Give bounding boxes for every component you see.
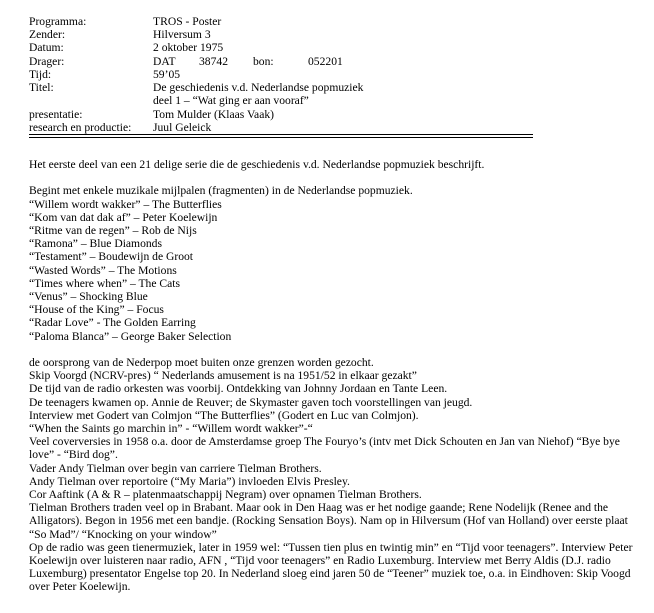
meta-label: Drager: — [29, 55, 65, 68]
song-item: “Ritme van de regen” – Rob de Nijs — [29, 224, 197, 237]
metadata-block — [29, 15, 649, 135]
meta-label: Programma: — [29, 15, 87, 28]
meta-value: TROS - Poster — [153, 15, 222, 28]
intro-paragraph: Het eerste deel van een 21 delige serie die de geschiedenis v.d. Nederlandse popmuziek beschrijft. — [29, 158, 485, 171]
body-paragraph: Skip Voorgd (NCRV-pres) “ Nederlands amusement is na 1951/52 in elkaar gezakt” — [29, 369, 417, 383]
document-body — [29, 15, 649, 594]
song-item: “Venus” – Shocking Blue — [29, 290, 148, 304]
song-list — [29, 198, 644, 343]
song-item: “Times where when” – The Cats — [29, 276, 181, 290]
song-item: “Testament” – Boudewijn de Groot — [29, 250, 194, 264]
body-paragraph: Andy Tielman over reportoire (“My Maria”) invloeden Elvis Presley. — [29, 474, 350, 488]
fragments-intro: Begint met enkele muzikale mijlpalen (fragmenten) in de Nederlandse popmuziek. — [29, 184, 413, 198]
meta-label: research en productie: — [29, 121, 132, 134]
meta-value: Tom Mulder (Klaas Vaak) — [153, 108, 274, 121]
meta-value: 2 oktober 1975 — [153, 41, 224, 54]
meta-value: Hilversum 3 — [153, 28, 211, 41]
bon-value: 052201 — [308, 55, 343, 68]
description-text — [29, 158, 644, 594]
song-item: “Radar Love” - The Golden Earring — [29, 316, 196, 330]
body-paragraph: “When the Saints go marchin in” - “Willem wordt wakker”-“ — [29, 422, 313, 436]
body-paragraph: Cor Aaftink (A & R – platenmaatschappij Negram) over opnamen Tielman Brothers. — [29, 488, 422, 502]
body-paragraph: Vader Andy Tielman over begin van carriere Tielman Brothers. — [29, 461, 322, 475]
meta-value: De geschiedenis v.d. Nederlandse popmuziek — [153, 81, 364, 94]
meta-value: deel 1 – “Wat ging er aan vooraf” — [153, 94, 309, 107]
bon-label: bon: — [253, 55, 274, 68]
meta-row-titel — [29, 81, 479, 94]
body-paragraph: Op de radio was geen tienermuziek, later in 1959 wel: “Tussen tien plus en twintig min” en “Tijd voor teenagers”. Interview Peter Koelewijn over luisteren naar radio, AFN , “Tijd voor teenagers” en Radio Luxemburg. Interview met Berry Aldis (D.J. radio Luxemburg) presentator Engelse top 20. In Nederland sloeg eind jaren 50 de “Teener” muziek toe, o.a. in Eindhoven: Skip Voogd over Peter Koelewijn. — [29, 540, 633, 594]
body-paragraph: de oorsprong van de Nederpop moet buiten onze grenzen worden gezocht. — [29, 356, 374, 370]
meta-row-titel-2 — [29, 94, 479, 107]
body-paragraph: Interview met Godert van Colmjon “The Butterflies” (Godert en Luc van Colmjon). — [29, 408, 419, 422]
body-paragraph: De tijd van de radio orkesten was voorbij. Ontdekking van Johnny Jordaan en Tante Leen. — [29, 382, 448, 396]
meta-label: Datum: — [29, 41, 64, 54]
song-item: “Ramona” – Blue Diamonds — [29, 237, 162, 251]
body-paragraph: De teenagers kwamen op. Annie de Reuver; de Skymaster gaven toch voorstellingen van jeugd. — [29, 395, 473, 409]
meta-value: Juul Geleick — [153, 121, 212, 134]
meta-label: presentatie: — [29, 108, 83, 121]
meta-row-drager — [29, 55, 429, 68]
meta-label: Zender: — [29, 28, 66, 41]
paragraph-list — [29, 356, 644, 594]
song-item: “Wasted Words” – The Motions — [29, 263, 177, 277]
drager-number: 38742 — [199, 55, 228, 68]
meta-value: DAT — [153, 55, 176, 68]
song-item: “Willem wordt wakker” – The Butterflies — [29, 197, 222, 211]
song-item: “House of the King” – Focus — [29, 303, 164, 317]
meta-label: Titel: — [29, 81, 54, 94]
meta-label: Tijd: — [29, 68, 52, 81]
body-paragraph: Tielman Brothers traden veel op in Brabant. Maar ook in Den Haag was er het nodige gaande; Rene Nodelijk (Renee and the Alligators). Begon in 1956 met een bandje. (Rocking Sensation Boys). Nam op in Hilversum (Hof van Holland) over eerste plaat “So Mad”/ “Knocking on your window” — [29, 501, 628, 541]
separator-line — [29, 134, 533, 138]
body-paragraph: Veel coverversies in 1958 o.a. door de Amsterdamse groep The Fouryo’s (intv met Dick Schouten en Jan van Niehof) “Bye bye love” - “Bird dog”. — [29, 435, 620, 462]
meta-value: 59’05 — [153, 68, 181, 81]
song-item: “Paloma Blanca” – George Baker Selection — [29, 329, 232, 343]
song-item: “Kom van dat dak af” – Peter Koelewijn — [29, 210, 218, 224]
